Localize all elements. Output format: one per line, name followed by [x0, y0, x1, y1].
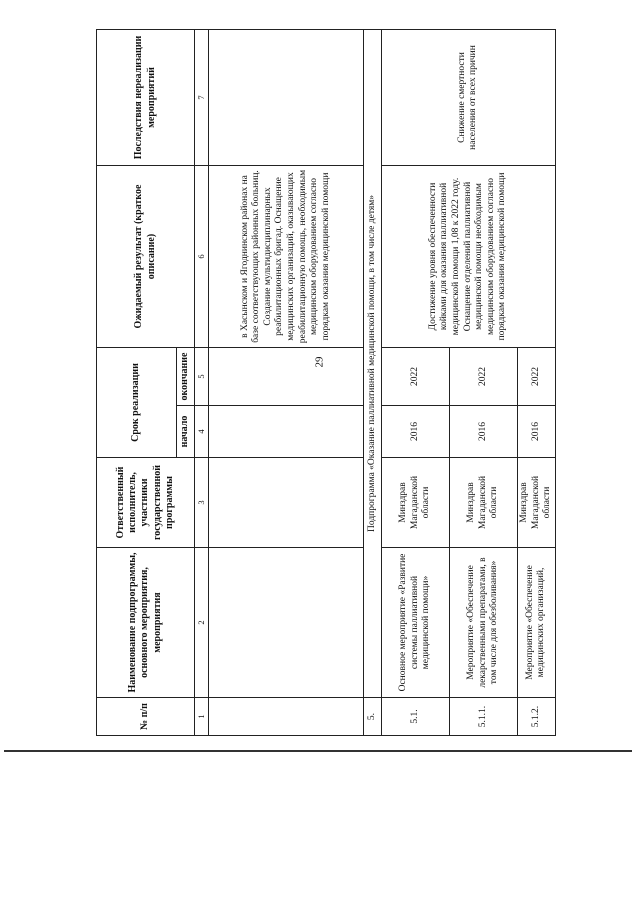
row-number: 5.1.1. [450, 698, 518, 736]
row-executor: Минздрав Магаданской области [518, 458, 556, 548]
header-row [97, 30, 177, 736]
rotated-table-frame [96, 30, 551, 736]
subprogram-title: Подпрограмма «Оказание паллиативной медицинской помощи, в том числе детям» [364, 30, 382, 698]
page-divider-line [4, 750, 632, 752]
row-end: 2022 [450, 348, 518, 406]
row-executor: Минздрав Магаданской области [382, 458, 450, 548]
cell-empty [209, 548, 364, 698]
header-executor: Ответственный исполнитель, участники государственной программы [97, 458, 195, 548]
row-start: 2016 [382, 406, 450, 458]
column-number: 6 [195, 166, 209, 348]
activities-table [96, 29, 556, 736]
cell-empty [209, 458, 364, 548]
page-number: 29 [313, 356, 326, 368]
header-name: Наименование подпрограммы, основного мероприятия, мероприятия [97, 548, 195, 698]
column-number-row [195, 30, 209, 736]
table-rotation-wrapper [96, 30, 551, 736]
header-result: Ожидаемый результат (краткое описание) [97, 166, 195, 348]
header-consequences: Последствия нереализации мероприятий [97, 30, 195, 166]
row-number: 5.1.2. [518, 698, 556, 736]
header-end: окончание [177, 348, 195, 406]
shared-result: Достижение уровня обеспеченности койками для оказания паллиативной медицинской помощи 1,08 к 2022 году. Оснащение отделений паллиативной медицинской помощи необходимым медицинским оборудованием согласно порядкам оказания медицинской помощи [382, 166, 556, 348]
header-start: начало [177, 406, 195, 458]
row-start: 2016 [518, 406, 556, 458]
column-number: 5 [195, 348, 209, 406]
row-executor: Минздрав Магаданской области [450, 458, 518, 548]
header-num: № п/п [97, 698, 195, 736]
column-number: 2 [195, 548, 209, 698]
row-number: 5.1. [382, 698, 450, 736]
row-end: 2022 [518, 348, 556, 406]
cell-empty [209, 30, 364, 166]
column-number: 7 [195, 30, 209, 166]
cell-empty [209, 406, 364, 458]
row-start: 2016 [450, 406, 518, 458]
row-end: 2022 [382, 348, 450, 406]
table-row [382, 30, 450, 736]
shared-consequence: Снижение смертности населения от всех причин [382, 30, 556, 166]
column-number: 4 [195, 406, 209, 458]
cell-empty [209, 698, 364, 736]
subprogram-number: 5. [364, 698, 382, 736]
header-period: Срок реализации [97, 348, 177, 458]
subprogram-row [364, 30, 382, 736]
column-number: 3 [195, 458, 209, 548]
row-name: Основное мероприятие «Развитие системы паллиативной медицинской помощи» [382, 548, 450, 698]
table-row [209, 30, 364, 736]
column-number: 1 [195, 698, 209, 736]
row-name: Мероприятие «Обеспечение медицинских организаций, [518, 548, 556, 698]
row-name: Мероприятие «Обеспечение лекарственными препаратами, в том числе для обезболивания» [450, 548, 518, 698]
cell-empty [209, 348, 364, 406]
continued-result: в Хасынском и Ягоднинском районах на базе соответствующих районных больниц. Создание мультидисциплинарных реабилитационных бригад. Оснащение медицинских организаций, оказывающих реабилитационную помощь, необходимым медицинским оборудованием согласно порядкам оказания медицинской помощи [209, 166, 364, 348]
